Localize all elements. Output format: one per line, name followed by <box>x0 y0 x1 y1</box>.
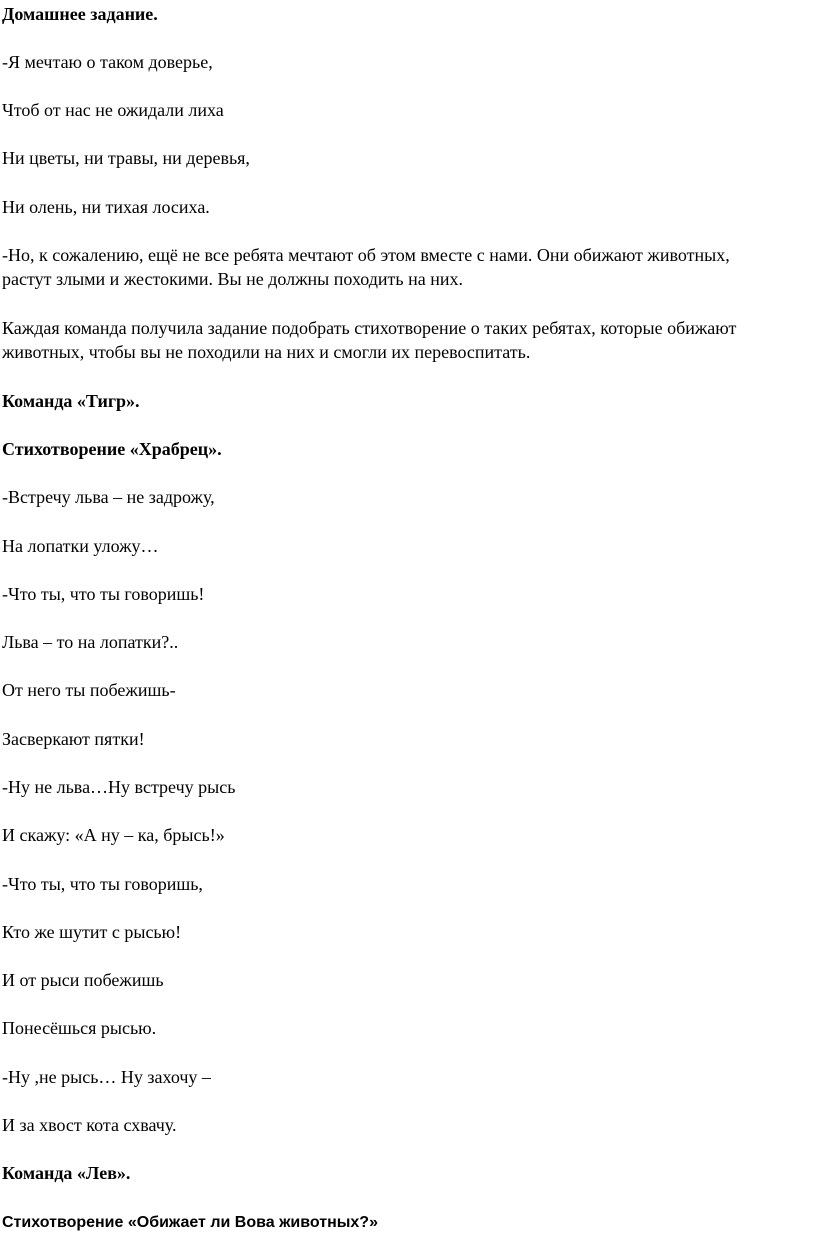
poem2-line-11: И от рыси побежишь <box>2 970 164 990</box>
poem-title-vova: Стихотворение «Обижает ли Вова животных?» <box>2 1214 378 1231</box>
poem1-line-1: -Я мечтаю о таком доверье, <box>2 52 213 72</box>
poem2-line-5: От него ты побежишь- <box>2 680 176 700</box>
poem-title-brave: Стихотворение «Храбрец». <box>2 439 222 459</box>
heading-homework: Домашнее задание. <box>2 4 158 24</box>
poem1-line-2: Чтоб от нас не ожидали лиха <box>2 100 224 120</box>
poem2-line-4: Льва – то на лопатки?.. <box>2 632 179 652</box>
poem2-line-9: -Что ты, что ты говоришь, <box>2 874 203 894</box>
poem1-line-4: Ни олень, ни тихая лосиха. <box>2 197 210 217</box>
poem2-line-3: -Что ты, что ты говоришь! <box>2 584 205 604</box>
poem1-line-3: Ни цветы, ни травы, ни деревья, <box>2 148 250 168</box>
poem2-line-14: И за хвост кота схвачу. <box>2 1115 177 1135</box>
poem2-line-12: Понесёшься рысью. <box>2 1018 157 1038</box>
poem2-line-8: И скажу: «А ну – ка, брысь!» <box>2 825 225 845</box>
poem2-line-13: -Ну ,не рысь… Ну захочу – <box>2 1067 211 1087</box>
poem2-line-10: Кто же шутит с рысью! <box>2 922 182 942</box>
poem2-line-2: На лопатки уложу… <box>2 536 159 556</box>
paragraph-2: Каждая команда получила задание подобрать стихотворение о таких ребятах, которые обижают животных, чтобы вы не походили на них и смогли их перевоспитать. <box>2 318 737 362</box>
poem2-line-6: Засверкают пятки! <box>2 729 145 749</box>
poem2-line-1: -Встречу льва – не задрожу, <box>2 487 215 507</box>
paragraph-1: -Но, к сожалению, ещё не все ребята мечтают об этом вместе с нами. Они обижают животных, растут злыми и жестокими. Вы не должны походить на них. <box>2 245 730 289</box>
team-lion-heading: Команда «Лев». <box>2 1163 131 1183</box>
team-tiger-heading: Команда «Тигр». <box>2 391 140 411</box>
poem2-line-7: -Ну не льва…Ну встречу рысь <box>2 777 236 797</box>
